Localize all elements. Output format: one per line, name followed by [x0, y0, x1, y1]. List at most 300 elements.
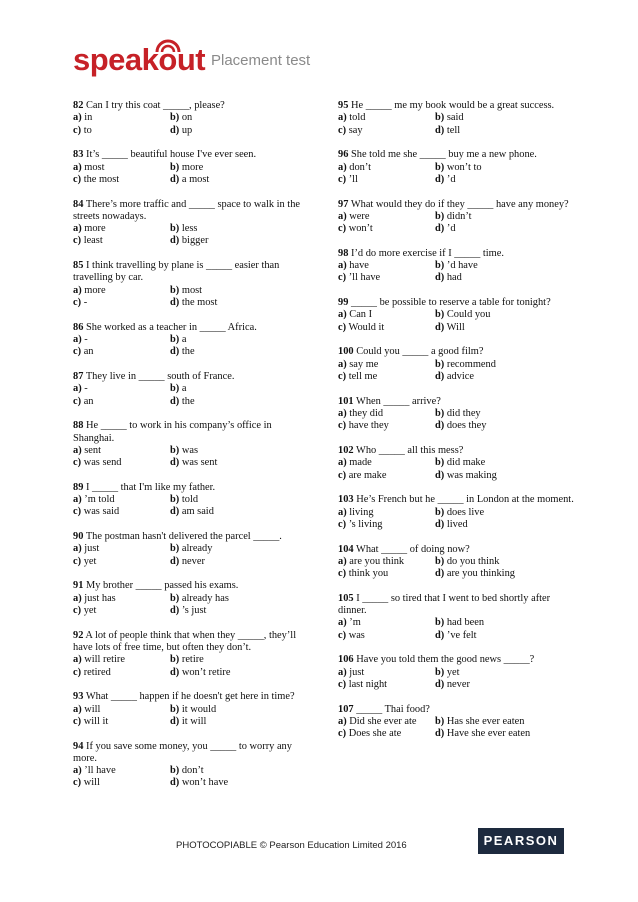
question-stem	[73, 531, 313, 543]
answer-options	[73, 162, 313, 187]
option-text: don’t	[349, 161, 372, 173]
option-letter: a)	[338, 506, 347, 518]
question-text: I think travelling by plane is _____ easier than travelling by car.	[73, 260, 280, 284]
question-stem	[73, 322, 313, 334]
question-number: 90	[73, 531, 84, 543]
option-letter: d)	[170, 235, 180, 247]
answer-option	[435, 322, 578, 334]
option-text: an	[83, 395, 94, 407]
option-text: made	[349, 457, 372, 469]
answer-option	[73, 297, 170, 309]
answer-option	[170, 162, 313, 174]
question-item	[338, 445, 578, 482]
question-stem	[73, 630, 313, 655]
answer-option	[338, 125, 435, 137]
answer-option	[170, 346, 313, 358]
answer-option	[338, 420, 435, 432]
option-letter: b)	[170, 284, 180, 296]
answer-option	[170, 235, 313, 247]
question-text: A lot of people think that when they _____, they’ll have lots of free time, but often they don’t.	[73, 629, 297, 653]
question-stem	[73, 149, 313, 161]
answer-option	[73, 593, 170, 605]
answer-option	[170, 125, 313, 137]
question-number: 91	[73, 580, 84, 592]
option-letter: a)	[338, 457, 347, 469]
option-letter: c)	[73, 777, 82, 789]
option-text: recommend	[446, 358, 496, 370]
answer-option	[73, 777, 170, 789]
option-text: an	[83, 346, 94, 358]
question-stem	[338, 199, 578, 211]
question-text: She told me she _____ buy me a new phone.	[351, 149, 537, 161]
option-text: a	[181, 334, 187, 346]
option-letter: c)	[73, 666, 82, 678]
option-text: did make	[446, 457, 486, 469]
answer-option	[73, 556, 170, 568]
answer-options	[338, 162, 578, 187]
question-item	[73, 741, 313, 790]
option-text: retire	[181, 654, 204, 666]
option-text: most	[181, 284, 203, 296]
option-letter: d)	[170, 395, 180, 407]
question-number: 94	[73, 740, 84, 752]
option-text: on	[181, 112, 193, 124]
answer-option	[73, 605, 170, 617]
option-text: was send	[83, 457, 122, 469]
option-letter: d)	[435, 469, 445, 481]
answer-option	[170, 543, 313, 555]
answer-option	[338, 359, 435, 371]
option-text: were	[349, 210, 370, 222]
option-letter: c)	[73, 395, 82, 407]
answer-option	[435, 223, 578, 235]
option-text: am said	[181, 506, 214, 518]
question-text: It’s _____ beautiful house I've ever seen.	[86, 149, 257, 161]
option-text: Will	[446, 321, 465, 333]
option-text: was	[348, 629, 365, 641]
option-text: ’d	[446, 173, 456, 185]
answer-option	[338, 556, 435, 568]
option-letter: a)	[73, 703, 82, 715]
option-text: ’ve felt	[446, 629, 477, 641]
question-item	[338, 544, 578, 581]
option-letter: c)	[73, 297, 82, 309]
question-number: 104	[338, 543, 354, 555]
question-stem	[73, 420, 313, 445]
question-number: 85	[73, 260, 84, 272]
option-text: never	[181, 555, 205, 567]
answer-option	[170, 445, 313, 457]
question-number: 83	[73, 149, 84, 161]
answer-option	[170, 556, 313, 568]
option-letter: d)	[170, 346, 180, 358]
option-letter: c)	[338, 124, 347, 136]
option-letter: a)	[338, 715, 347, 727]
question-text: I’d do more exercise if I _____ time.	[351, 247, 504, 259]
question-item	[338, 494, 578, 531]
option-letter: a)	[338, 260, 347, 272]
option-text: just	[349, 666, 365, 678]
option-text: say me	[349, 358, 379, 370]
question-number: 100	[338, 346, 354, 358]
option-letter: b)	[435, 715, 445, 727]
option-text: -	[84, 383, 88, 395]
answer-options	[73, 285, 313, 310]
option-letter: a)	[73, 334, 82, 346]
question-stem	[73, 260, 313, 285]
option-letter: d)	[435, 173, 445, 185]
answer-option	[338, 507, 435, 519]
question-number: 97	[338, 198, 349, 210]
option-text: Would it	[348, 321, 385, 333]
answer-options	[73, 223, 313, 248]
option-text: will	[83, 777, 100, 789]
answer-option	[435, 211, 578, 223]
option-text: said	[446, 112, 464, 124]
option-letter: b)	[170, 765, 180, 777]
option-text: it would	[181, 703, 217, 715]
question-text: What would they do if they _____ have any money?	[350, 198, 569, 210]
question-number: 84	[73, 198, 84, 210]
answer-options	[338, 507, 578, 532]
option-text: yet	[83, 605, 97, 617]
question-text: I _____ so tired that I went to bed shortly after dinner.	[338, 592, 551, 617]
question-item	[73, 199, 313, 248]
question-number: 102	[338, 444, 354, 456]
question-stem	[338, 346, 578, 358]
page-subtitle: Placement test	[211, 52, 311, 69]
question-stem	[338, 494, 578, 506]
option-text: do you think	[446, 555, 500, 567]
question-item	[73, 371, 313, 408]
answer-option	[435, 728, 578, 740]
answer-options	[338, 359, 578, 384]
option-letter: d)	[170, 173, 180, 185]
option-letter: a)	[338, 666, 347, 678]
question-text: He’s French but he _____ in London at the moment.	[356, 494, 574, 506]
question-number: 96	[338, 149, 349, 161]
option-letter: d)	[170, 457, 180, 469]
option-letter: a)	[73, 112, 82, 124]
option-text: have	[349, 260, 369, 272]
question-item	[73, 691, 313, 728]
question-item	[73, 630, 313, 679]
option-letter: a)	[338, 555, 347, 567]
question-stem	[338, 248, 578, 260]
answer-option	[170, 667, 313, 679]
option-text: -	[84, 334, 88, 346]
question-stem	[73, 741, 313, 766]
question-number: 92	[73, 629, 84, 641]
question-stem	[338, 100, 578, 112]
option-letter: c)	[73, 605, 82, 617]
question-stem	[338, 149, 578, 161]
option-text: lived	[446, 518, 468, 530]
answer-option	[435, 457, 578, 469]
option-text: to	[83, 124, 92, 136]
answer-option	[435, 309, 578, 321]
option-letter: b)	[435, 358, 445, 370]
option-letter: d)	[435, 371, 445, 382]
answer-option	[170, 334, 313, 346]
option-text: ’s living	[348, 518, 383, 530]
question-item	[73, 149, 313, 186]
question-stem	[73, 580, 313, 592]
answer-option	[170, 396, 313, 408]
option-letter: d)	[170, 715, 180, 727]
answer-option	[338, 470, 435, 482]
option-letter: d)	[435, 518, 445, 530]
option-letter: c)	[338, 321, 347, 333]
option-letter: c)	[73, 235, 82, 247]
answer-option	[338, 211, 435, 223]
option-text: ’ll have	[84, 765, 116, 777]
option-letter: a)	[338, 358, 347, 370]
option-text: in	[84, 112, 93, 124]
answer-option	[170, 654, 313, 666]
answer-options	[338, 716, 578, 741]
option-letter: c)	[73, 715, 82, 727]
option-text: Have she ever eaten	[446, 728, 531, 740]
option-text: a most	[181, 173, 210, 185]
question-text: If you save some money, you _____ to worry any more.	[73, 740, 292, 764]
question-number: 89	[73, 481, 84, 493]
option-text: the	[181, 395, 195, 407]
option-letter: d)	[170, 605, 180, 617]
option-letter: d)	[435, 728, 445, 740]
answer-option	[338, 630, 435, 642]
option-letter: b)	[435, 555, 445, 567]
answer-option	[435, 519, 578, 531]
option-text: don’t	[181, 765, 204, 777]
option-letter: a)	[338, 309, 347, 321]
answer-option	[435, 679, 578, 691]
question-number: 101	[338, 395, 354, 407]
option-letter: b)	[435, 506, 445, 518]
option-letter: d)	[435, 420, 445, 432]
answer-option	[73, 654, 170, 666]
answer-option	[73, 235, 170, 247]
option-letter: b)	[170, 444, 180, 456]
option-letter: d)	[435, 124, 445, 136]
option-letter: d)	[170, 555, 180, 567]
answer-options	[338, 309, 578, 334]
answer-option	[338, 667, 435, 679]
option-letter: b)	[170, 543, 180, 555]
answer-option	[435, 507, 578, 519]
option-letter: d)	[170, 666, 180, 678]
answer-option	[170, 593, 313, 605]
option-text: Has she ever eaten	[446, 715, 525, 727]
option-text: had been	[446, 617, 485, 629]
option-text: does live	[446, 506, 485, 518]
option-letter: c)	[338, 223, 347, 235]
questions-column-left	[73, 100, 313, 802]
option-text: had	[446, 272, 462, 284]
question-item	[338, 346, 578, 383]
option-letter: a)	[73, 654, 82, 666]
option-letter: b)	[435, 407, 445, 419]
option-text: just	[84, 543, 100, 555]
question-stem	[338, 297, 578, 309]
option-letter: c)	[338, 420, 347, 432]
option-text: it will	[181, 715, 207, 727]
answer-option	[170, 223, 313, 235]
option-text: won’t retire	[181, 666, 231, 678]
answer-option	[338, 728, 435, 740]
logo-signal-arc-icon	[154, 39, 182, 53]
question-text: He _____ me my book would be a great success.	[351, 100, 555, 111]
answer-option	[170, 765, 313, 777]
option-letter: d)	[435, 678, 445, 690]
question-text: She worked as a teacher in _____ Africa.	[86, 321, 257, 333]
question-stem	[338, 704, 578, 716]
option-letter: a)	[338, 161, 347, 173]
answer-option	[338, 223, 435, 235]
option-letter: c)	[73, 506, 82, 518]
question-number: 105	[338, 592, 354, 604]
answer-option	[73, 716, 170, 728]
question-stem	[338, 593, 578, 618]
question-number: 88	[73, 420, 84, 432]
option-letter: b)	[435, 666, 445, 678]
question-number: 87	[73, 371, 84, 382]
answer-option	[435, 272, 578, 284]
answer-options	[73, 654, 313, 679]
option-text: ’d have	[446, 260, 478, 272]
option-letter: a)	[73, 494, 82, 506]
option-text: was making	[446, 469, 497, 481]
option-text: more	[84, 223, 106, 235]
option-text: tell	[446, 124, 461, 136]
option-letter: c)	[338, 728, 347, 740]
question-stem	[73, 371, 313, 383]
question-stem	[338, 544, 578, 556]
option-text: up	[181, 124, 193, 136]
option-text: retired	[83, 666, 111, 678]
answer-option	[170, 506, 313, 518]
option-text: Could you	[446, 309, 491, 321]
answer-options	[73, 494, 313, 519]
answer-option	[338, 260, 435, 272]
answer-option	[170, 777, 313, 789]
option-text: are you think	[349, 555, 405, 567]
option-letter: c)	[338, 371, 347, 382]
option-text: less	[181, 223, 198, 235]
option-letter: b)	[170, 592, 180, 604]
answer-option	[170, 704, 313, 716]
answer-options	[73, 445, 313, 470]
option-text: ’ll have	[348, 272, 381, 284]
question-text: My brother _____ passed his exams.	[86, 580, 239, 592]
answer-option	[73, 765, 170, 777]
option-text: yet	[83, 555, 97, 567]
question-number: 103	[338, 494, 354, 506]
answer-option	[338, 174, 435, 186]
question-item	[338, 654, 578, 691]
answer-option	[73, 334, 170, 346]
answer-option	[73, 494, 170, 506]
option-text: told	[181, 494, 199, 506]
answer-option	[435, 556, 578, 568]
copyright-footer: PHOTOCOPIABLE © Pearson Education Limited 2016	[176, 840, 407, 851]
option-letter: c)	[73, 555, 82, 567]
answer-options	[338, 408, 578, 433]
option-text: ’ll	[348, 173, 358, 185]
option-letter: c)	[338, 629, 347, 641]
answer-option	[435, 112, 578, 124]
question-item	[338, 593, 578, 642]
option-letter: a)	[73, 543, 82, 555]
question-number: 106	[338, 654, 354, 666]
question-item	[73, 580, 313, 617]
answer-option	[435, 617, 578, 629]
answer-option	[73, 543, 170, 555]
question-text: When _____ arrive?	[356, 395, 441, 407]
question-item	[73, 322, 313, 359]
option-letter: c)	[338, 678, 347, 690]
option-text: will it	[83, 715, 109, 727]
answer-option	[435, 630, 578, 642]
option-letter: b)	[170, 334, 180, 346]
option-letter: b)	[170, 654, 180, 666]
option-text: the	[181, 346, 195, 358]
question-number: 95	[338, 100, 349, 111]
answer-option	[170, 297, 313, 309]
question-item	[338, 297, 578, 334]
option-text: least	[83, 235, 103, 247]
option-letter: b)	[435, 309, 445, 321]
question-item	[73, 100, 313, 137]
question-stem	[73, 691, 313, 703]
answer-option	[435, 125, 578, 137]
answer-option	[338, 679, 435, 691]
question-item	[338, 248, 578, 285]
option-text: think you	[348, 568, 389, 580]
answer-options	[338, 667, 578, 692]
option-text: Can I	[349, 309, 373, 321]
option-letter: c)	[73, 173, 82, 185]
option-letter: b)	[435, 260, 445, 272]
answer-options	[73, 112, 313, 137]
answer-options	[73, 383, 313, 408]
answer-options	[73, 593, 313, 618]
questions-column-right	[338, 100, 578, 753]
answer-option	[170, 457, 313, 469]
answer-option	[170, 285, 313, 297]
option-letter: c)	[73, 457, 82, 469]
option-letter: d)	[435, 568, 445, 580]
option-text: ’m told	[84, 494, 115, 506]
answer-options	[338, 211, 578, 236]
option-text: say	[348, 124, 363, 136]
answer-option	[73, 445, 170, 457]
question-number: 107	[338, 703, 354, 715]
question-text: _____ be possible to reserve a table for tonight?	[351, 297, 551, 309]
option-letter: d)	[170, 777, 180, 789]
answer-option	[338, 272, 435, 284]
answer-option	[170, 174, 313, 186]
question-item	[338, 199, 578, 236]
pearson-logo: PEARSON	[478, 828, 564, 854]
option-letter: a)	[73, 765, 82, 777]
answer-option	[338, 408, 435, 420]
answer-option	[338, 112, 435, 124]
answer-option	[73, 667, 170, 679]
answer-option	[435, 408, 578, 420]
answer-option	[73, 285, 170, 297]
question-stem	[338, 654, 578, 666]
